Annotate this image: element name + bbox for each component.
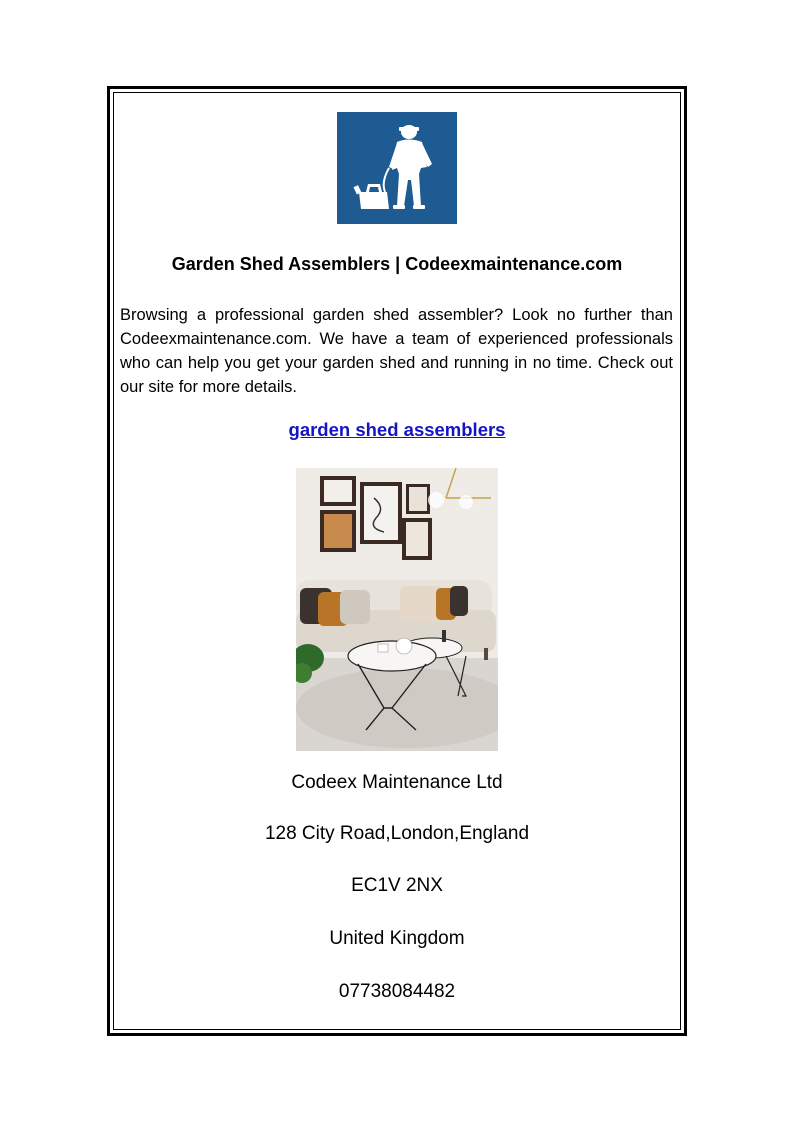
company-logo: [337, 112, 457, 224]
living-room-photo: [296, 468, 498, 751]
street-address: 128 City Road,London,England: [264, 823, 530, 844]
postcode: EC1V 2NX: [351, 875, 443, 896]
phone-number: 07738084482: [338, 981, 456, 1002]
page-title: Garden Shed Assemblers | Codeexmaintenance.com: [171, 254, 623, 274]
description-paragraph: Browsing a professional garden shed assembler? Look no further than Codeexmaintenance.com. We have a team of experienced professionals who can help you get your garden shed and running in no time. Check out our site for more details.: [120, 306, 673, 396]
country: United Kingdom: [329, 928, 465, 949]
company-name: Codeex Maintenance Ltd: [291, 772, 503, 793]
living-room-image-icon: [296, 468, 498, 751]
handyman-logo-icon: [337, 112, 457, 224]
garden-shed-assemblers-link[interactable]: garden shed assemblers: [288, 419, 506, 440]
